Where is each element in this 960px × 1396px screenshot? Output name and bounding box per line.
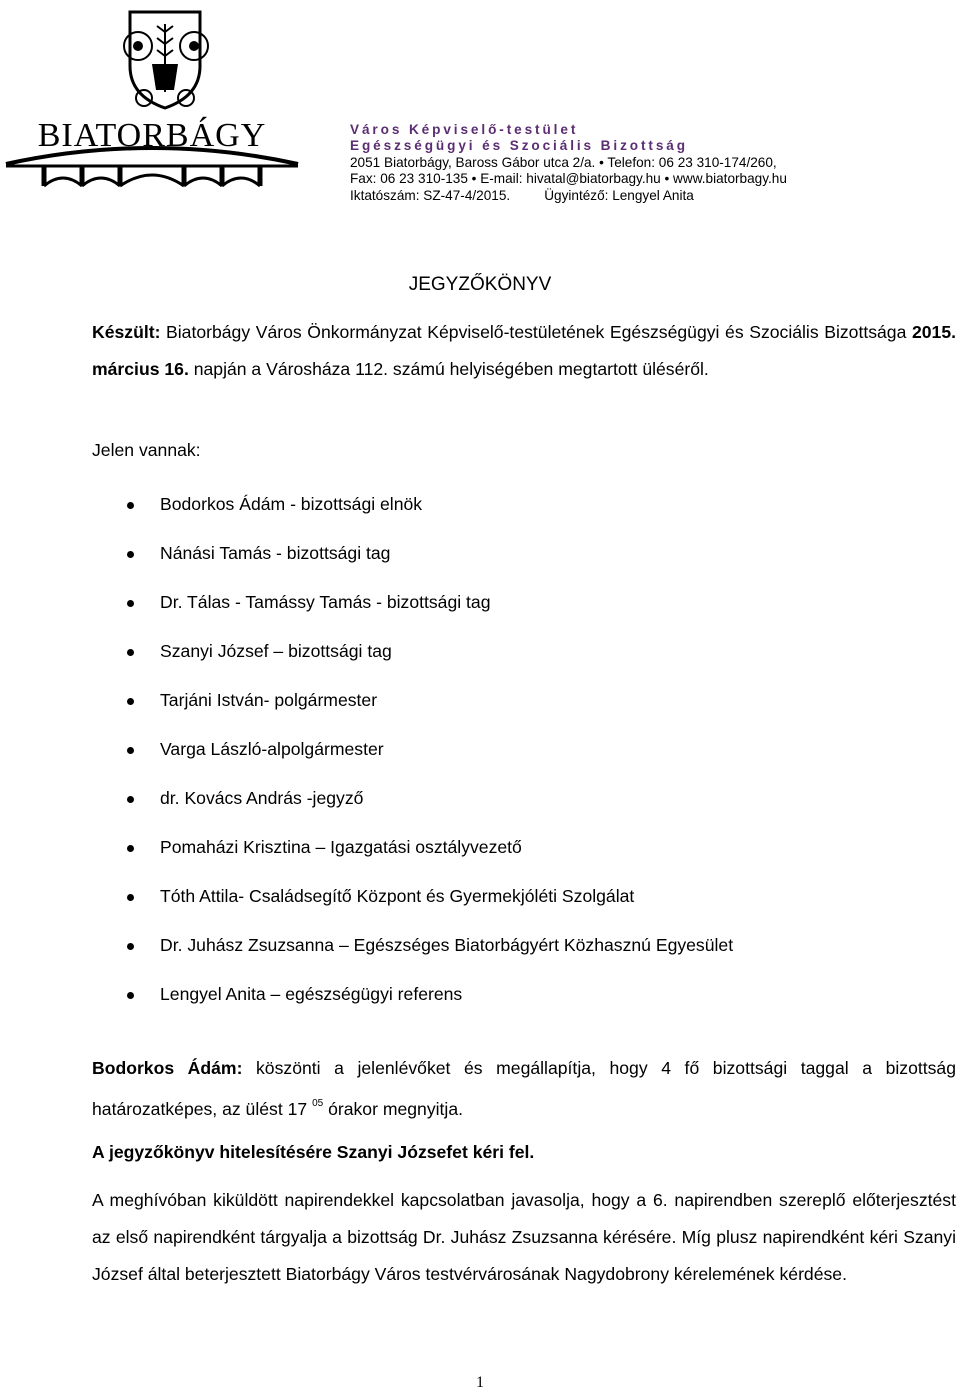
- attendee-item: dr. Kovács András -jegyző: [0, 774, 733, 823]
- org-name-line2: Egészségügyi és Szociális Bizottság: [350, 138, 688, 154]
- attendee-item: Szanyi József – bizottsági tag: [0, 627, 733, 676]
- letterhead: [350, 122, 910, 204]
- intro-paragraph: [92, 314, 956, 388]
- biatorbagy-coat-of-arms-logo: [4, 4, 300, 188]
- file-info-line: [350, 188, 910, 204]
- intro-text: Biatorbágy Város Önkormányzat Képviselő-testületének Egészségügyi és Szociális Bizottsága: [160, 322, 912, 342]
- speaker-name: Bodorkos Ádám:: [92, 1058, 243, 1078]
- authentication-text: A jegyzőkönyv hitelesítésére Szanyi Józsefet kéri fel.: [92, 1142, 535, 1162]
- minutes-superscript: 05: [312, 1098, 324, 1109]
- attendee-item: Nánási Tamás - bizottsági tag: [0, 529, 733, 578]
- document-title: JEGYZŐKÖNYV: [408, 274, 552, 295]
- org-name-line1: Város Képviselő-testület: [350, 122, 579, 137]
- attendee-item: Dr. Juhász Zsuzsanna – Egészséges Biatorbágyért Közhasznú Egyesület: [0, 921, 733, 970]
- agenda-paragraph: A meghívóban kiküldött napirendekkel kapcsolatban javasolja, hogy a 6. napirendben szereplő előterjesztést az első napirendként tárgyalja a bizottság Dr. Juhász Zsuzsanna kérésére. Míg plusz napirendként kéri Szanyi József által beterjesztett Biatorbágy Város testvérvárosának Nagydobrony kérelemének kérdése.: [92, 1190, 956, 1284]
- clerk-name: Ügyintéző: Lengyel Anita: [544, 187, 694, 203]
- attendee-item: Tarjáni István- polgármester: [0, 676, 733, 725]
- attendees-label: Jelen vannak:: [92, 440, 201, 460]
- attendee-item: Pomaházi Krisztina – Igazgatási osztályvezető: [0, 823, 733, 872]
- page-number: 1: [476, 1374, 484, 1391]
- attendee-item: Tóth Attila- Családsegítő Központ és Gyermekjóléti Szolgálat: [0, 872, 733, 921]
- address-line: 2051 Biatorbágy, Baross Gábor utca 2/a. • Telefon: 06 23 310-174/260,: [350, 154, 777, 170]
- file-number: Iktatószám: SZ-47-4/2015.: [350, 187, 511, 203]
- attendees-list: [0, 480, 733, 1019]
- logo-wordmark: BIATORBÁGY: [37, 117, 267, 154]
- contact-line: Fax: 06 23 310-135 • E-mail: hivatal@biatorbagy.hu • www.biatorbagy.hu: [350, 171, 787, 187]
- attendee-item: Lengyel Anita – egészségügyi referens: [0, 970, 733, 1019]
- authentication-paragraph: [92, 1134, 956, 1171]
- meeting-date: 2015. március 16.: [92, 322, 956, 379]
- opening-text: köszönti a jelenlévőket és megállapítja, hogy 4 fő bizottsági taggal a bizottság határozatképes, az ülést 17: [92, 1058, 956, 1119]
- intro-text-end: napján a Városháza 112. számú helyiségében megtartott üléséről.: [188, 359, 709, 379]
- intro-label: Készült:: [92, 322, 161, 342]
- attendee-item: Varga László-alpolgármester: [0, 725, 733, 774]
- opening-paragraph: [92, 1050, 956, 1128]
- attendee-item: Bodorkos Ádám - bizottsági elnök: [0, 480, 733, 529]
- opening-text-end: órakor megnyitja.: [323, 1098, 464, 1119]
- attendee-item: Dr. Tálas - Tamássy Tamás - bizottsági tag: [0, 578, 733, 627]
